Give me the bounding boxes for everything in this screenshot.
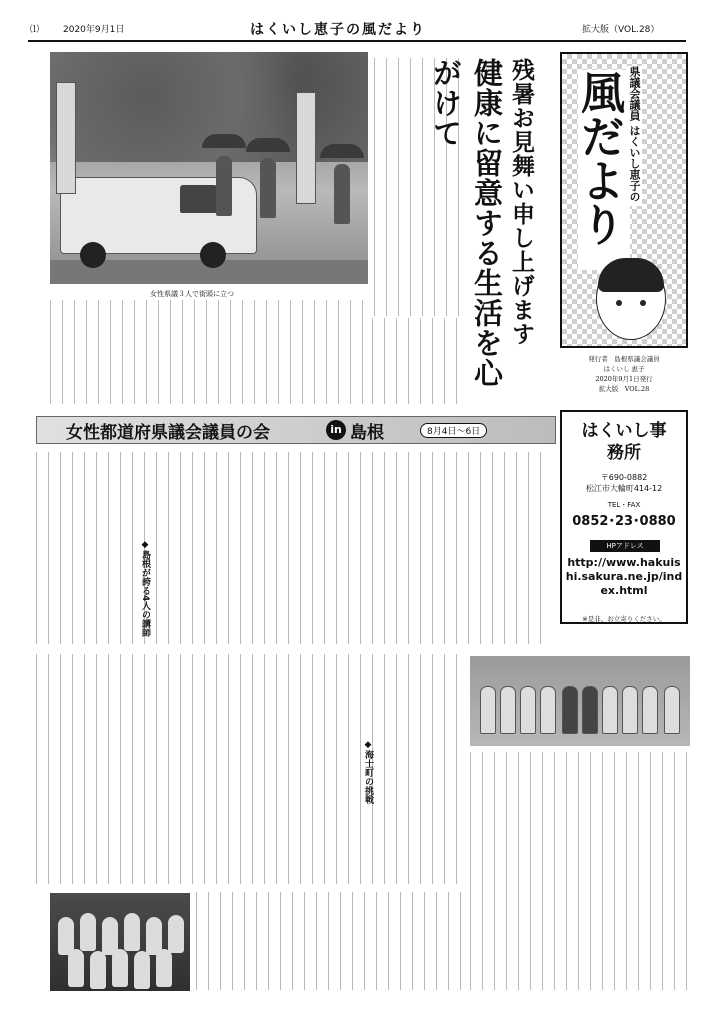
photo-caption: 女性県議３人で街頭に立つ [150,290,234,298]
street-campaign-photo [50,52,368,284]
office-tel-label: TEL・FAX [607,501,641,509]
newsletter-title: はくいし恵子の風だより [250,22,426,38]
article-body-bottom [196,892,464,990]
page-number: ⑴ [30,25,40,35]
office-note: ※是非、お立寄りください。 [582,615,666,623]
section-title: 女性都道府県議会議員の会 [66,423,270,443]
subhead-speakers: ◆島根が誇る4人の講師 [140,540,150,638]
headline-health: 健康に留意する生活を心がけて [429,58,504,388]
article-body-lower-right [470,752,690,990]
office-tel: 0852･23･0880 [572,514,676,529]
office-address [564,472,684,494]
publisher-line-3: 2020年9月1日発行 [595,375,653,383]
section-dates: 8月4日〜6日 [420,423,487,438]
article-body-lower-left [36,654,464,884]
publisher-info [560,354,688,406]
publisher-line-2: はくいし 恵子 [603,365,645,373]
group-photo-women [50,893,190,991]
publisher-line-4: 拡大版 VOL.28 [598,385,650,393]
section-location: 島根 [350,423,384,443]
portrait-eye-right [640,300,646,306]
article-body-top-under-photo [50,300,370,404]
group-photo-meeting [470,656,690,746]
article-body-top-left [372,318,462,404]
subhead-ama-town: ◆海士町の挑戦 [363,740,373,804]
header-rule [28,40,686,42]
headline-greeting: 残暑お見舞い申し上げます [508,58,535,346]
office-postal: 〒690-0882 [600,473,648,482]
office-hp-label: HPアドレス [590,540,660,552]
issue-date: 2020年9月1日 [63,25,125,35]
masthead-subtitle: 県議会議員 はくいし恵子の [626,66,642,206]
edition-label: 拡大版（VOL.28） [582,25,660,35]
article-body-top-right [374,58,460,316]
office-street: 松江市大輪町414-12 [585,484,663,493]
section-in-badge: in [326,420,346,440]
portrait-eye-left [616,300,622,306]
article-body-middle-row [36,452,552,644]
publisher-line-1: 発行者 島根県議会議員 [588,355,660,363]
office-url-link[interactable]: http://www.hakuishi.sakura.ne.jp/index.html [565,556,683,597]
masthead-title: 風だより [578,70,630,270]
office-title: はくいし事務所 [581,421,667,463]
